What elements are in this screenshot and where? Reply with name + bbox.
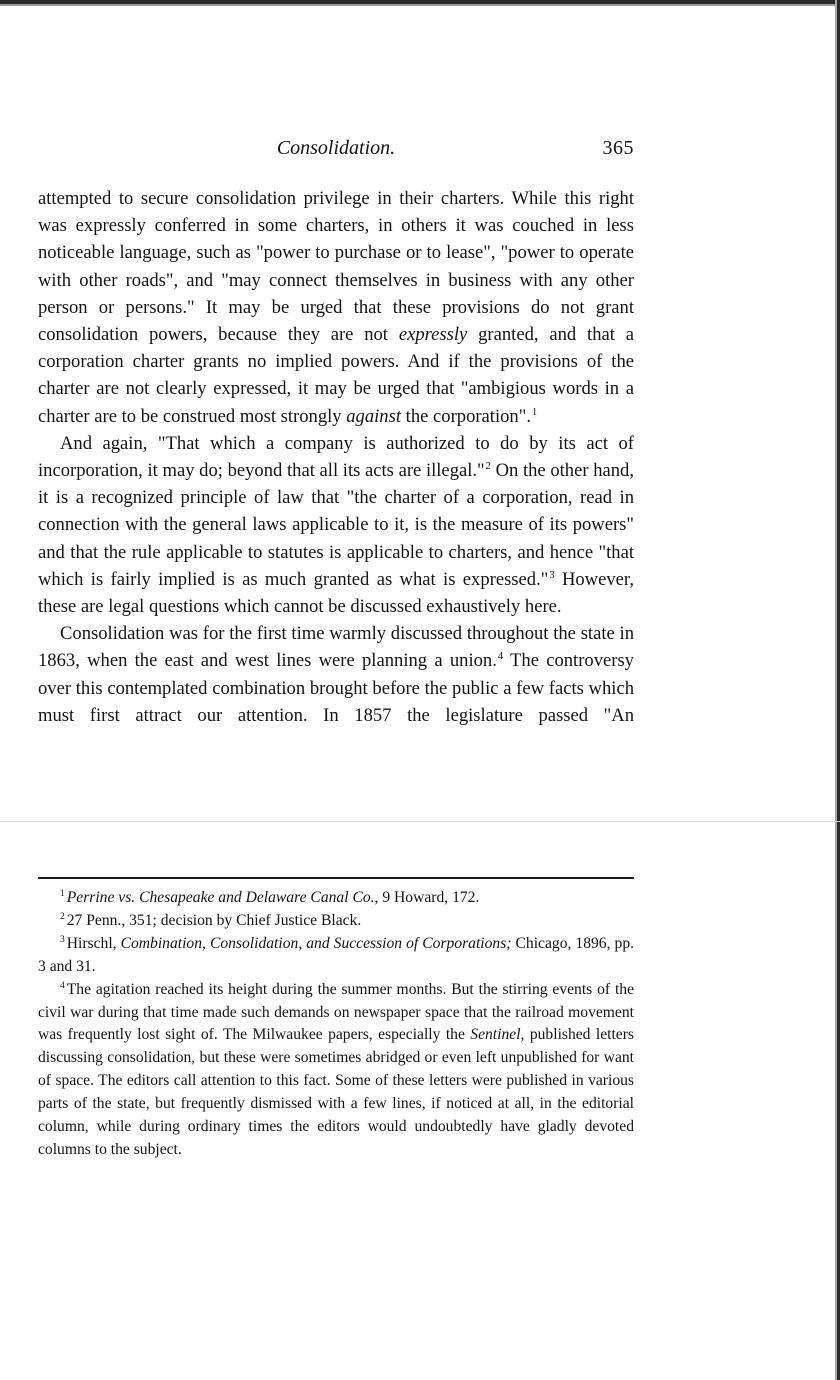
text-run: , 9 Howard, 172.: [374, 889, 480, 906]
page-number: 365: [602, 137, 634, 159]
footnote-marker: 2: [60, 911, 65, 922]
scan-edge-top-shadow: [0, 4, 840, 6]
footnote-marker: 4: [60, 980, 65, 991]
text-run: 27 Penn., 351; decision by Chief Justice Black.: [66, 911, 362, 929]
italic-run: Combination, Consolidation, and Succession of Corporations;: [120, 934, 512, 952]
italic-run: Perrine vs. Chesapeake and Delaware Canal Co.: [66, 889, 375, 906]
footnote: [38, 910, 634, 933]
text-run: Hirschl,: [66, 934, 121, 952]
footnote-marker: 3: [60, 934, 65, 945]
italic-run: against: [346, 405, 402, 427]
footnotes: [38, 887, 634, 1162]
scan-edge-right-shadow: [835, 0, 837, 1380]
body-text: [38, 185, 634, 729]
footnote-ref: 2: [485, 461, 491, 473]
paragraph: [38, 430, 634, 620]
paragraph: [38, 620, 634, 729]
running-head: [38, 137, 634, 163]
text-run: attempted to secure consolidation privilege in their charters. While this right was expressly conferred in some charters, in others it was couched in less noticeable language, such as "power to purchase or to lease", "power to operate with other roads", and "may connect themselves in business with any other person or persons." It may be urged that these provisions do not grant consolidation powers, because they are not: [38, 188, 634, 346]
footnote-ref: 3: [549, 569, 555, 581]
text-run: However, these are legal questions which cannot be discussed exhaustively here.: [38, 568, 634, 618]
italic-run: Sentinel: [470, 1026, 521, 1044]
running-head-title: Consolidation.: [276, 137, 396, 159]
text-run: , published letters discussing consolidation, but these were sometimes abridged or even left unpublished for want of space. The editors call attention to this fact. Some of these letters were published in various parts of the state, but frequently dismissed with a few lines, if noticed at all, in the editorial column, while during ordinary times the editors would undoubtedly have gladly devoted columns to the subject.: [38, 1026, 634, 1158]
footnote-marker: 1: [60, 889, 65, 899]
scan-fold-line: [0, 821, 840, 822]
footnote-ref: 4: [497, 651, 504, 663]
text-run: granted, and that a corporation charter grants no implied powers. And if the provisions of the charter are not clearly expressed, it may be urged that "ambigious words in a charter are to be construed most strongly: [38, 324, 634, 427]
footnote: [38, 933, 634, 979]
footnote-ref: 1: [531, 406, 538, 418]
footnote-rule: [38, 877, 634, 879]
text-run: the corporation".: [401, 405, 531, 427]
footnote: [38, 887, 634, 910]
footnote: [38, 979, 634, 1162]
text-run: And again, "That which a company is authorized to do by its act of incorporation, it may do; beyond that all its acts are illegal.": [38, 432, 634, 482]
text-run: The controversy over this contemplated combination brought before the public a few facts which must first attract our attention. In 1857 the legislature passed "An: [38, 650, 634, 726]
paragraph: [38, 185, 634, 430]
text-run: The agitation reached its height during the summer months. But the stirring events of the civil war during that time made such demands on newspaper space that the railroad movement was frequently lost sight of. The Milwaukee papers, especially the: [38, 980, 634, 1044]
text-run: Consolidation was for the first time warmly discussed throughout the state in 1863, when the east and west lines were planning a union.: [38, 623, 634, 672]
italic-run: expressly: [398, 324, 468, 346]
text-run: On the other hand, it is a recognized principle of law that "the charter of a corporation, read in connection with the general laws applicable to it, is the measure of its powers" and that the rule applicable to statutes is applicable to charters, and hence "that which is fairly implied is as much granted as what is expressed.": [38, 460, 634, 590]
text-run: Chicago, 1896, pp. 3 and 31.: [38, 934, 635, 975]
